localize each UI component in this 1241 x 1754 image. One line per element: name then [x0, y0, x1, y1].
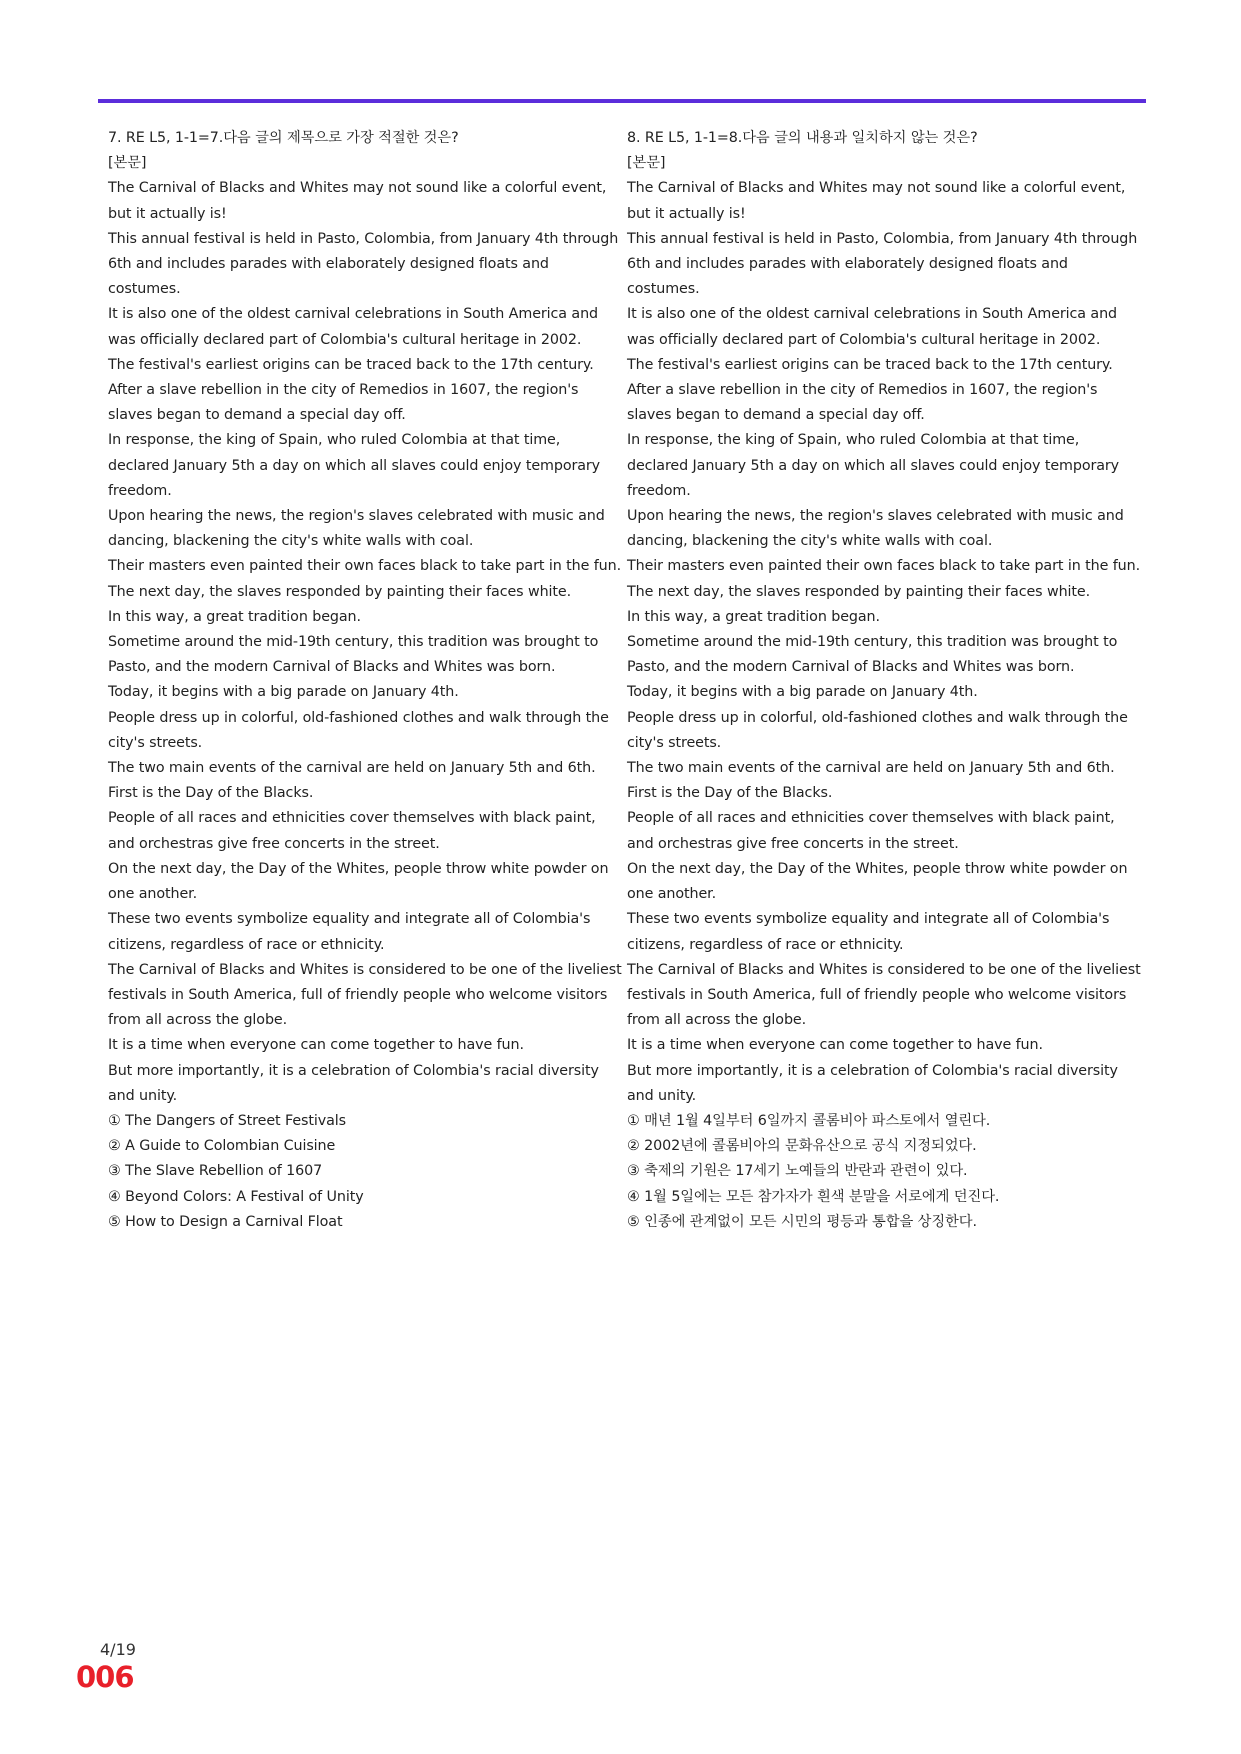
- passage-line: The Carnival of Blacks and Whites is considered to be one of the liveliest festivals in South America, full of friendly people who welcome visitors from all across the globe.: [108, 961, 622, 1029]
- page-counter: 4/19: [100, 1640, 136, 1659]
- passage-line: But more importantly, it is a celebration of Colombia's racial diversity and unity.: [108, 1062, 599, 1104]
- passage-line: The Carnival of Blacks and Whites is considered to be one of the liveliest festivals in South America, full of friendly people who welcome visitors from all across the globe.: [627, 961, 1141, 1029]
- passage-line: Their masters even painted their own faces black to take part in the fun.: [108, 558, 622, 575]
- passage-line: This annual festival is held in Pasto, Colombia, from January 4th through 6th and includes parades with elaborately designed floats and costumes.: [108, 230, 619, 298]
- question-8: [627, 126, 1141, 1235]
- passage-line: In this way, a great tradition began.: [108, 608, 361, 625]
- passage-line: On the next day, the Day of the Whites, people throw white powder on one another.: [627, 860, 1128, 903]
- answer-option-3[interactable]: ③ The Slave Rebellion of 1607: [108, 1163, 323, 1180]
- passage-line: It is also one of the oldest carnival celebrations in South America and was officially declared part of Colombia's cultural heritage in 2002.: [627, 306, 1118, 348]
- passage-line: First is the Day of the Blacks.: [627, 785, 833, 802]
- passage-line: After a slave rebellion in the city of Remedios in 1607, the region's slaves began to demand a special day off.: [627, 382, 1098, 424]
- passage-label: [본문]: [108, 155, 147, 172]
- passage-line: People dress up in colorful, old-fashioned clothes and walk through the city's streets.: [108, 709, 609, 751]
- passage-line: The next day, the slaves responded by painting their faces white.: [627, 583, 1091, 600]
- question-title: 7. RE L5, 1-1=7.다음 글의 제목으로 가장 적절한 것은?: [108, 130, 459, 146]
- answer-option-4[interactable]: ④ 1월 5일에는 모든 참가자가 흰색 분말을 서로에게 던진다.: [627, 1188, 1000, 1205]
- answer-option-2[interactable]: ② 2002년에 콜롬비아의 문화유산으로 공식 지정되었다.: [627, 1138, 977, 1155]
- passage-line: Upon hearing the news, the region's slaves celebrated with music and dancing, blackening the city's white walls with coal.: [108, 508, 605, 550]
- passage-line: People of all races and ethnicities cover themselves with black paint, and orchestras give free concerts in the street.: [108, 810, 596, 852]
- passage-line: These two events symbolize equality and integrate all of Colombia's citizens, regardless of race or ethnicity.: [627, 911, 1110, 953]
- answer-options: [627, 1109, 1141, 1235]
- passage-line: First is the Day of the Blacks.: [108, 785, 314, 802]
- passage-line: The Carnival of Blacks and Whites may not sound like a colorful event, but it actually is!: [108, 180, 607, 222]
- passage-line: The festival's earliest origins can be traced back to the 17th century.: [627, 356, 1113, 373]
- passage-line: Upon hearing the news, the region's slaves celebrated with music and dancing, blackening the city's white walls with coal.: [627, 508, 1124, 550]
- answer-options: [108, 1109, 622, 1235]
- passage-line: It is also one of the oldest carnival celebrations in South America and was officially declared part of Colombia's cultural heritage in 2002.: [108, 306, 599, 348]
- answer-option-5[interactable]: ⑤ 인종에 관계없이 모든 시민의 평등과 통합을 상징한다.: [627, 1213, 977, 1230]
- passage-line: After a slave rebellion in the city of Remedios in 1607, the region's slaves began to demand a special day off.: [108, 382, 579, 424]
- passage-line: People dress up in colorful, old-fashioned clothes and walk through the city's streets.: [627, 709, 1128, 751]
- answer-option-3[interactable]: ③ 축제의 기원은 17세기 노예들의 반란과 관련이 있다.: [627, 1163, 968, 1180]
- passage: [627, 176, 1141, 1109]
- answer-option-5[interactable]: ⑤ How to Design a Carnival Float: [108, 1213, 343, 1230]
- question-title: 8. RE L5, 1-1=8.다음 글의 내용과 일치하지 않는 것은?: [627, 130, 978, 146]
- passage-line: The two main events of the carnival are held on January 5th and 6th.: [108, 760, 596, 777]
- passage-line: In response, the king of Spain, who ruled Colombia at that time, declared January 5th a day on which all slaves could enjoy temporary freedom.: [627, 432, 1120, 499]
- passage-line: In this way, a great tradition began.: [627, 608, 880, 625]
- passage-line: It is a time when everyone can come together to have fun.: [108, 1037, 524, 1054]
- passage-line: The two main events of the carnival are held on January 5th and 6th.: [627, 760, 1115, 777]
- passage-line: Today, it begins with a big parade on January 4th.: [108, 684, 459, 701]
- passage-line: Their masters even painted their own faces black to take part in the fun.: [627, 558, 1141, 575]
- passage-label: [본문]: [627, 155, 666, 172]
- passage-line: These two events symbolize equality and integrate all of Colombia's citizens, regardless of race or ethnicity.: [108, 911, 591, 953]
- answer-option-4[interactable]: ④ Beyond Colors: A Festival of Unity: [108, 1188, 364, 1205]
- passage-line: In response, the king of Spain, who ruled Colombia at that time, declared January 5th a day on which all slaves could enjoy temporary freedom.: [108, 432, 601, 499]
- passage-line: The next day, the slaves responded by painting their faces white.: [108, 583, 572, 600]
- answer-option-2[interactable]: ② A Guide to Colombian Cuisine: [108, 1138, 336, 1155]
- passage-line: Sometime around the mid-19th century, this tradition was brought to Pasto, and the modern Carnival of Blacks and Whites was born.: [108, 634, 599, 676]
- answer-option-1[interactable]: ① The Dangers of Street Festivals: [108, 1112, 346, 1129]
- passage: [108, 176, 622, 1109]
- page-number-badge: 006: [76, 1660, 134, 1694]
- passage-line: People of all races and ethnicities cover themselves with black paint, and orchestras give free concerts in the street.: [627, 810, 1115, 852]
- answer-option-1[interactable]: ① 매년 1월 4일부터 6일까지 콜롬비아 파스토에서 열린다.: [627, 1112, 991, 1129]
- passage-line: This annual festival is held in Pasto, Colombia, from January 4th through 6th and includes parades with elaborately designed floats and costumes.: [627, 230, 1138, 298]
- passage-line: Today, it begins with a big parade on January 4th.: [627, 684, 978, 701]
- passage-line: It is a time when everyone can come together to have fun.: [627, 1037, 1043, 1054]
- passage-line: The festival's earliest origins can be traced back to the 17th century.: [108, 356, 594, 373]
- passage-line: On the next day, the Day of the Whites, people throw white powder on one another.: [108, 860, 609, 903]
- passage-line: Sometime around the mid-19th century, this tradition was brought to Pasto, and the modern Carnival of Blacks and Whites was born.: [627, 634, 1118, 676]
- passage-line: But more importantly, it is a celebration of Colombia's racial diversity and unity.: [627, 1062, 1118, 1104]
- passage-line: The Carnival of Blacks and Whites may not sound like a colorful event, but it actually is!: [627, 180, 1126, 222]
- top-accent-rule: [98, 99, 1146, 103]
- question-7: [108, 126, 622, 1235]
